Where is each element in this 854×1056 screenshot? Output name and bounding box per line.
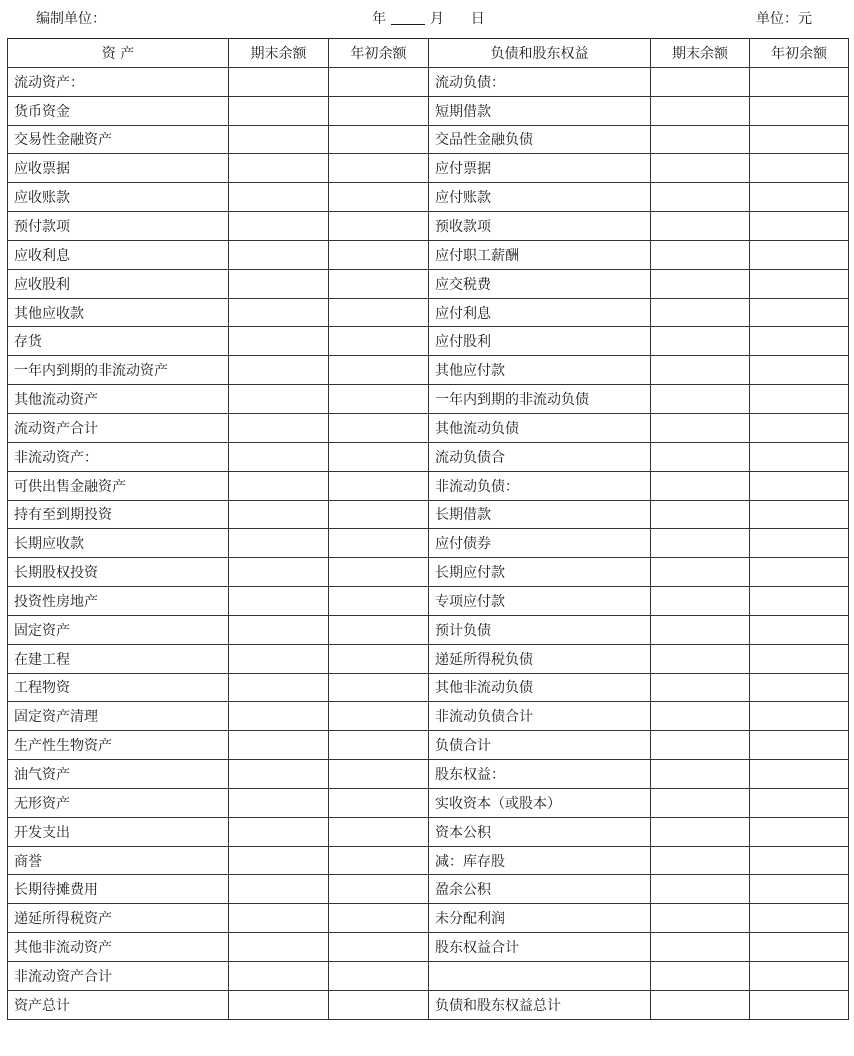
asset-end-balance-cell[interactable] [229,702,329,731]
asset-end-balance-cell[interactable] [229,413,329,442]
asset-end-balance-cell[interactable] [229,327,329,356]
liability-begin-balance-cell[interactable] [750,673,849,702]
liability-begin-balance-cell[interactable] [750,731,849,760]
asset-label: 其他流动资产 [8,385,229,414]
asset-end-balance-cell[interactable] [229,385,329,414]
asset-label: 流动资产合计 [8,413,229,442]
table-row [8,702,849,731]
column-header-begin-balance-left: 年初余额 [329,39,429,68]
liability-end-balance-cell[interactable] [651,442,750,471]
liability-end-balance-cell[interactable] [651,615,750,644]
asset-end-balance-cell[interactable] [229,298,329,327]
asset-begin-balance-cell[interactable] [329,67,429,96]
table-row [8,413,849,442]
asset-begin-balance-cell[interactable] [329,904,429,933]
liability-begin-balance-cell[interactable] [750,760,849,789]
month-label: 月 [430,11,444,27]
liability-end-balance-cell[interactable] [651,298,750,327]
liability-begin-balance-cell[interactable] [750,67,849,96]
liability-end-balance-cell[interactable] [651,817,750,846]
month-blank [391,10,425,25]
asset-label: 交易性金融资产 [8,125,229,154]
asset-begin-balance-cell[interactable] [329,702,429,731]
liability-end-balance-cell[interactable] [651,587,750,616]
asset-label: 油气资产 [8,760,229,789]
liability-end-balance-cell[interactable] [651,760,750,789]
liability-end-balance-cell[interactable] [651,990,750,1019]
table-row [8,962,849,991]
asset-end-balance-cell[interactable] [229,67,329,96]
asset-begin-balance-cell[interactable] [329,673,429,702]
asset-end-balance-cell[interactable] [229,817,329,846]
liability-label [429,962,651,991]
asset-end-balance-cell[interactable] [229,500,329,529]
liability-label: 盈余公积 [429,875,651,904]
liability-begin-balance-cell[interactable] [750,413,849,442]
liability-begin-balance-cell[interactable] [750,125,849,154]
asset-begin-balance-cell[interactable] [329,298,429,327]
liability-label: 应付账款 [429,183,651,212]
asset-begin-balance-cell[interactable] [329,760,429,789]
asset-label: 在建工程 [8,644,229,673]
liability-begin-balance-cell[interactable] [750,183,849,212]
asset-label: 其他非流动资产 [8,933,229,962]
asset-end-balance-cell[interactable] [229,673,329,702]
liability-begin-balance-cell[interactable] [750,933,849,962]
table-row [8,154,849,183]
day-label: 日 [470,11,485,27]
liability-label: 其他非流动负债 [429,673,651,702]
liability-label: 非流动负债： [429,471,651,500]
asset-end-balance-cell[interactable] [229,471,329,500]
liability-begin-balance-cell[interactable] [750,615,849,644]
liability-label: 交品性金融负债 [429,125,651,154]
asset-end-balance-cell[interactable] [229,154,329,183]
liability-begin-balance-cell[interactable] [750,558,849,587]
asset-begin-balance-cell[interactable] [329,587,429,616]
liability-begin-balance-cell[interactable] [750,904,849,933]
asset-label: 应收利息 [8,240,229,269]
liability-end-balance-cell[interactable] [651,933,750,962]
liability-begin-balance-cell[interactable] [750,212,849,241]
liability-label: 应交税费 [429,269,651,298]
liability-begin-balance-cell[interactable] [750,644,849,673]
form-header [0,0,854,38]
asset-begin-balance-cell[interactable] [329,558,429,587]
asset-label: 资产总计 [8,990,229,1019]
liability-end-balance-cell[interactable] [651,846,750,875]
asset-label: 固定资产 [8,615,229,644]
liability-label: 其他流动负债 [429,413,651,442]
liability-label: 应付职工薪酬 [429,240,651,269]
liability-label: 应付票据 [429,154,651,183]
asset-begin-balance-cell[interactable] [329,385,429,414]
asset-label: 其他应收款 [8,298,229,327]
asset-begin-balance-cell[interactable] [329,125,429,154]
asset-end-balance-cell[interactable] [229,587,329,616]
liability-begin-balance-cell[interactable] [750,327,849,356]
column-header-begin-balance-right: 年初余额 [750,39,849,68]
asset-end-balance-cell[interactable] [229,183,329,212]
asset-begin-balance-cell[interactable] [329,269,429,298]
liability-begin-balance-cell[interactable] [750,846,849,875]
liability-begin-balance-cell[interactable] [750,788,849,817]
liability-begin-balance-cell[interactable] [750,442,849,471]
table-row [8,558,849,587]
liability-label: 流动负债合 [429,442,651,471]
asset-begin-balance-cell[interactable] [329,615,429,644]
table-header-row [8,39,849,68]
asset-begin-balance-cell[interactable] [329,846,429,875]
asset-label: 工程物资 [8,673,229,702]
asset-begin-balance-cell[interactable] [329,788,429,817]
liability-end-balance-cell[interactable] [651,212,750,241]
liability-end-balance-cell[interactable] [651,183,750,212]
asset-begin-balance-cell[interactable] [329,933,429,962]
asset-end-balance-cell[interactable] [229,269,329,298]
table-row [8,500,849,529]
table-row [8,385,849,414]
table-row [8,933,849,962]
asset-end-balance-cell[interactable] [229,788,329,817]
asset-begin-balance-cell[interactable] [329,500,429,529]
asset-begin-balance-cell[interactable] [329,212,429,241]
asset-label: 非流动资产合计 [8,962,229,991]
liability-label: 资本公积 [429,817,651,846]
asset-begin-balance-cell[interactable] [329,442,429,471]
liability-begin-balance-cell[interactable] [750,385,849,414]
asset-end-balance-cell[interactable] [229,615,329,644]
asset-begin-balance-cell[interactable] [329,644,429,673]
asset-end-balance-cell[interactable] [229,125,329,154]
liability-begin-balance-cell[interactable] [750,990,849,1019]
liability-end-balance-cell[interactable] [651,356,750,385]
table-body [8,67,849,1019]
asset-end-balance-cell[interactable] [229,644,329,673]
liability-label: 股东权益合计 [429,933,651,962]
liability-label: 长期借款 [429,500,651,529]
liability-end-balance-cell[interactable] [651,558,750,587]
asset-label: 长期股权投资 [8,558,229,587]
liability-end-balance-cell[interactable] [651,529,750,558]
asset-label: 非流动资产： [8,442,229,471]
table-row [8,471,849,500]
table-row [8,673,849,702]
asset-label: 长期应收款 [8,529,229,558]
asset-end-balance-cell[interactable] [229,846,329,875]
liability-begin-balance-cell[interactable] [750,962,849,991]
asset-label: 货币资金 [8,96,229,125]
asset-begin-balance-cell[interactable] [329,96,429,125]
column-header-end-balance-left: 期末余额 [229,39,329,68]
table-row [8,212,849,241]
table-row [8,529,849,558]
table-row [8,904,849,933]
liability-end-balance-cell[interactable] [651,67,750,96]
date-line [372,8,485,28]
liability-begin-balance-cell[interactable] [750,500,849,529]
liability-label: 长期应付款 [429,558,651,587]
table-row [8,298,849,327]
liability-label: 递延所得税负债 [429,644,651,673]
liability-label: 其他应付款 [429,356,651,385]
asset-end-balance-cell[interactable] [229,356,329,385]
asset-label: 商誉 [8,846,229,875]
asset-end-balance-cell[interactable] [229,904,329,933]
table-row [8,356,849,385]
liability-begin-balance-cell[interactable] [750,471,849,500]
liability-end-balance-cell[interactable] [651,904,750,933]
asset-begin-balance-cell[interactable] [329,154,429,183]
liability-end-balance-cell[interactable] [651,875,750,904]
table-row [8,125,849,154]
table-row [8,183,849,212]
asset-end-balance-cell[interactable] [229,212,329,241]
asset-end-balance-cell[interactable] [229,558,329,587]
asset-begin-balance-cell[interactable] [329,990,429,1019]
liability-end-balance-cell[interactable] [651,327,750,356]
table-row [8,442,849,471]
liability-end-balance-cell[interactable] [651,413,750,442]
liability-label: 一年内到期的非流动负债 [429,385,651,414]
asset-begin-balance-cell[interactable] [329,471,429,500]
liability-end-balance-cell[interactable] [651,96,750,125]
table-row [8,731,849,760]
liability-begin-balance-cell[interactable] [750,269,849,298]
table-row [8,644,849,673]
liability-begin-balance-cell[interactable] [750,240,849,269]
liability-end-balance-cell[interactable] [651,240,750,269]
liability-begin-balance-cell[interactable] [750,154,849,183]
liability-label: 负债和股东权益总计 [429,990,651,1019]
asset-begin-balance-cell[interactable] [329,413,429,442]
asset-begin-balance-cell[interactable] [329,529,429,558]
table-row [8,817,849,846]
liability-label: 专项应付款 [429,587,651,616]
table-row [8,760,849,789]
liability-begin-balance-cell[interactable] [750,587,849,616]
table-row [8,67,849,96]
liability-begin-balance-cell[interactable] [750,298,849,327]
liability-begin-balance-cell[interactable] [750,356,849,385]
liability-end-balance-cell[interactable] [651,644,750,673]
liability-label: 应付利息 [429,298,651,327]
asset-label: 预付款项 [8,212,229,241]
liability-begin-balance-cell[interactable] [750,529,849,558]
table-row [8,788,849,817]
liability-label: 负债合计 [429,731,651,760]
table-row [8,587,849,616]
asset-begin-balance-cell[interactable] [329,183,429,212]
column-header-liabilities-equity: 负债和股东权益 [429,39,651,68]
unit-label: 单位：元 [756,11,812,27]
compiler-label: 编制单位： [36,11,106,27]
table-row [8,269,849,298]
liability-begin-balance-cell[interactable] [750,96,849,125]
balance-sheet-table [7,38,849,1020]
liability-label: 应付股利 [429,327,651,356]
asset-begin-balance-cell[interactable] [329,731,429,760]
asset-label: 投资性房地产 [8,587,229,616]
asset-label: 一年内到期的非流动资产 [8,356,229,385]
column-header-assets: 资 产 [8,39,229,68]
liability-label: 实收资本（或股本） [429,788,651,817]
asset-begin-balance-cell[interactable] [329,875,429,904]
liability-begin-balance-cell[interactable] [750,875,849,904]
liability-end-balance-cell[interactable] [651,125,750,154]
asset-label: 持有至到期投资 [8,500,229,529]
asset-label: 存货 [8,327,229,356]
table-row [8,615,849,644]
liability-label: 短期借款 [429,96,651,125]
asset-begin-balance-cell[interactable] [329,962,429,991]
liability-end-balance-cell[interactable] [651,385,750,414]
asset-end-balance-cell[interactable] [229,933,329,962]
table-row [8,327,849,356]
liability-label: 未分配利润 [429,904,651,933]
asset-begin-balance-cell[interactable] [329,356,429,385]
liability-end-balance-cell[interactable] [651,788,750,817]
asset-begin-balance-cell[interactable] [329,817,429,846]
table-row [8,846,849,875]
asset-label: 固定资产清理 [8,702,229,731]
asset-label: 长期待摊费用 [8,875,229,904]
asset-end-balance-cell[interactable] [229,731,329,760]
asset-begin-balance-cell[interactable] [329,327,429,356]
liability-label: 预计负债 [429,615,651,644]
asset-label: 无形资产 [8,788,229,817]
asset-end-balance-cell[interactable] [229,875,329,904]
liability-label: 股东权益： [429,760,651,789]
asset-end-balance-cell[interactable] [229,442,329,471]
asset-label: 递延所得税资产 [8,904,229,933]
asset-end-balance-cell[interactable] [229,96,329,125]
liability-end-balance-cell[interactable] [651,702,750,731]
table-row [8,875,849,904]
liability-end-balance-cell[interactable] [651,673,750,702]
table-row [8,990,849,1019]
liability-begin-balance-cell[interactable] [750,702,849,731]
asset-label: 可供出售金融资产 [8,471,229,500]
table-row [8,240,849,269]
column-header-end-balance-right: 期末余额 [651,39,750,68]
asset-end-balance-cell[interactable] [229,240,329,269]
asset-end-balance-cell[interactable] [229,760,329,789]
asset-end-balance-cell[interactable] [229,529,329,558]
asset-end-balance-cell[interactable] [229,990,329,1019]
liability-end-balance-cell[interactable] [651,500,750,529]
year-label: 年 [372,11,386,27]
asset-label: 应收票据 [8,154,229,183]
asset-label: 应收账款 [8,183,229,212]
liability-end-balance-cell[interactable] [651,731,750,760]
liability-label: 流动负债： [429,67,651,96]
liability-end-balance-cell[interactable] [651,471,750,500]
asset-end-balance-cell[interactable] [229,962,329,991]
asset-label: 流动资产： [8,67,229,96]
asset-label: 生产性生物资产 [8,731,229,760]
liability-end-balance-cell[interactable] [651,269,750,298]
liability-end-balance-cell[interactable] [651,962,750,991]
liability-label: 非流动负债合计 [429,702,651,731]
table-row [8,96,849,125]
asset-begin-balance-cell[interactable] [329,240,429,269]
liability-label: 应付债券 [429,529,651,558]
liability-end-balance-cell[interactable] [651,154,750,183]
liability-label: 预收款项 [429,212,651,241]
liability-label: 减：库存股 [429,846,651,875]
liability-begin-balance-cell[interactable] [750,817,849,846]
asset-label: 开发支出 [8,817,229,846]
asset-label: 应收股利 [8,269,229,298]
